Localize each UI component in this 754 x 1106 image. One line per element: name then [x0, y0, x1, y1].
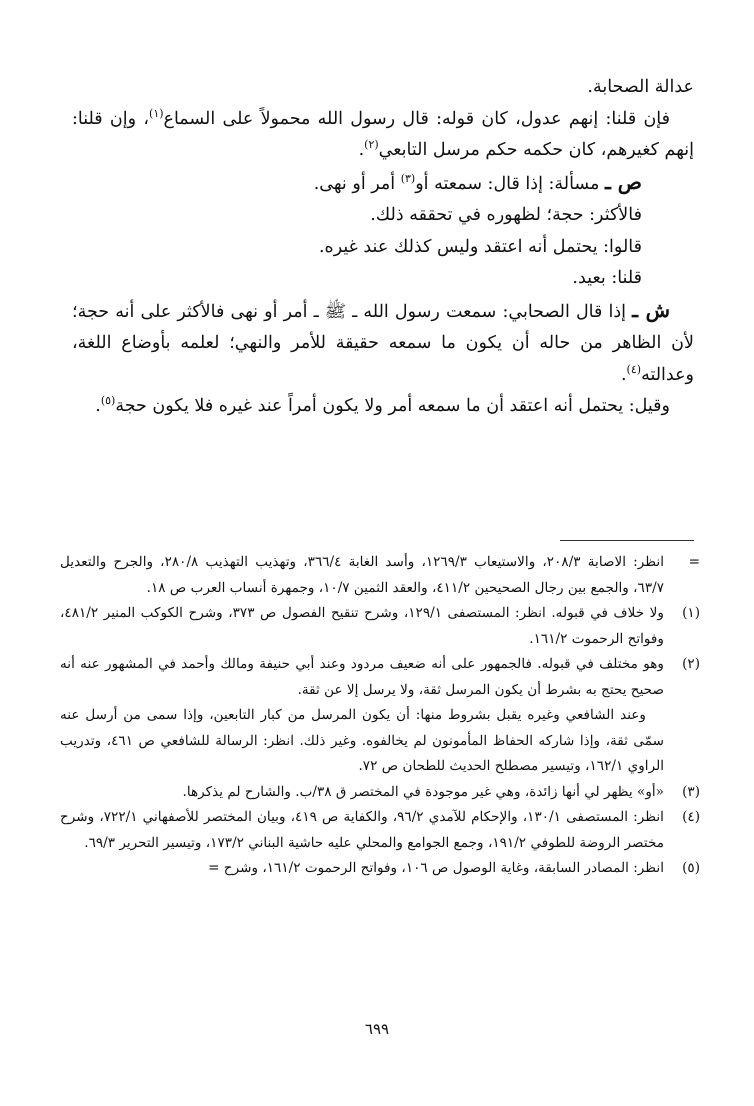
- main-text: [72, 72, 694, 423]
- paragraph-7: [72, 391, 694, 423]
- footnote-text: انظر: الاصابة ٢٠٨/٣، والاستيعاب ١٢٦٩/٣، وأسد الغابة ٣٦٦/٤، وتهذيب التهذيب ٢٨٠/٨، والجرح والتعديل ٦٣/٧، والجمع بين رجال الصحيحين ٤١١/٢، والعقد الثمين ١٠/٧، وجمهرة أنساب العرب ص ١٨.: [60, 554, 664, 596]
- footnotes: [60, 550, 700, 882]
- paragraph-text: فإن قلنا: إنهم عدول، كان قوله: قال رسول الله محمولاً على السماع: [163, 108, 671, 129]
- footnote-ref[interactable]: (٣): [400, 171, 416, 185]
- footnote: [60, 652, 700, 780]
- footnote-text: انظر: المصادر السابقة، وغاية الوصول ص ١٠٦، وفواتح الرحموت ١٦١/٢، وشرح =: [208, 860, 664, 876]
- page-number: ٦٩٩: [364, 1020, 390, 1038]
- paragraph-text: مسألة: إذا قال: سمعته أو: [415, 173, 605, 194]
- paragraph-text: فالأكثر: حجة؛ لظهوره في تحققه ذلك.: [370, 205, 642, 225]
- footnote-ref[interactable]: (١): [149, 106, 164, 120]
- footnote: [60, 780, 700, 806]
- footnote-ref[interactable]: (٥): [100, 394, 116, 408]
- footnote: [60, 856, 700, 882]
- footnote-text-continued: وعند الشافعي وغيره يقبل بشروط منها: أن يكون المرسل من كبار التابعين، وإذا سمى من أرسل عنه سمّى ثقة، وإذا شاركه الحفاظ المأمونون لم يخالفوه. وغير ذلك. انظر: الرسالة للشافعي ص ٤٦١، وتدريب الراوي ١٦٢/١، وتيسير مصطلح الحديث للطحان ص ٧٢.: [60, 707, 665, 774]
- paragraph-text: إذا قال الصحابي: سمعت رسول الله ـ ﷺ ـ أمر أو نهى فالأكثر على أنه حجة؛ لأن الظاهر من حاله أن يكون ما سمعه حقيقة للأمر والنهي؛ لعلمه بأوضاع اللغة، وعدالته: [72, 301, 694, 385]
- footnote-text: انظر: المستصفى ١٣٠/١، والإحكام للآمدي ٩٦/٢، والكفاية ص ٤١٩، وبيان المختصر للأصفهاني ٧٢٢/١، وشرح مختصر الروضة للطوفي ١٩١/٢، وجمع الجوامع والمحلي عليه حاشية البناني ١٧٣/٢، وتيسير التحرير ٦٩/٣.: [60, 809, 664, 851]
- footnote-text: وهو مختلف في قبوله. فالجمهور على أنه ضعيف مردود وعند أبي حنيفة ومالك وأحمد في المشهور عنه أنه صحيح يحتج به بشرط أن يكون المرسل ثقة، ولا يرسل إلا عن ثقة.: [60, 656, 664, 698]
- paragraph-text: وقيل: يحتمل أنه اعتقد أن ما سمعه أمر ولا يكون أمراً عند غيره فلا يكون حجة: [115, 396, 670, 416]
- footnote-number: (٣): [682, 783, 700, 800]
- paragraph-text: .: [620, 364, 627, 385]
- paragraph-1: [72, 104, 694, 167]
- paragraph-6: [72, 295, 694, 392]
- paragraph-text: قلنا: بعيد.: [572, 268, 642, 288]
- footnote-number: =: [688, 554, 700, 570]
- paragraph-3: [72, 200, 694, 232]
- footnote-ref[interactable]: (٢): [364, 138, 379, 152]
- paragraph-4: [72, 232, 694, 264]
- paragraph-text: قالوا: يحتمل أنه اعتقد وليس كذلك عند غيره.: [318, 236, 642, 257]
- footnote-number: (١): [682, 605, 700, 621]
- paragraph-2: [72, 167, 694, 201]
- paragraph-text: أمر أو نهى.: [313, 173, 401, 194]
- paragraph-text: عدالة الصحابة.: [587, 77, 694, 97]
- paragraph-0: [72, 72, 694, 104]
- paragraph-5: [72, 263, 694, 295]
- footnote-number: (٢): [682, 656, 700, 672]
- footnote-text: ولا خلاف في قبوله. انظر: المستصفى ١٢٩/١، وشرح تنقيح الفصول ص ٣٧٣، وشرح الكوكب المنير ٤٨١/٢، وفواتح الرحموت ١٦١/٢.: [60, 605, 664, 647]
- footnote-text: «أو» يظهر لي أنها زائدة، وهي غير موجودة في المختصر ق ٣٨/ب. والشارح لم يذكرها.: [182, 783, 664, 800]
- footnote: [60, 601, 700, 652]
- footnote-number: (٤): [682, 809, 700, 825]
- footnote-ref[interactable]: (٤): [626, 362, 642, 376]
- footnote-number: (٥): [682, 860, 700, 876]
- footnote: [60, 805, 700, 856]
- paragraph-text: .: [358, 140, 365, 160]
- footnote: [60, 550, 700, 601]
- footnote-divider: [560, 540, 694, 541]
- text-marker: ش ـ: [632, 297, 670, 322]
- paragraph-text: .: [95, 396, 101, 416]
- paragraph-text: ، وإن قلنا: إنهم كغيرهم، كان حكمه حكم مرسل التابعي: [72, 108, 694, 160]
- text-marker: ص ـ: [604, 169, 642, 194]
